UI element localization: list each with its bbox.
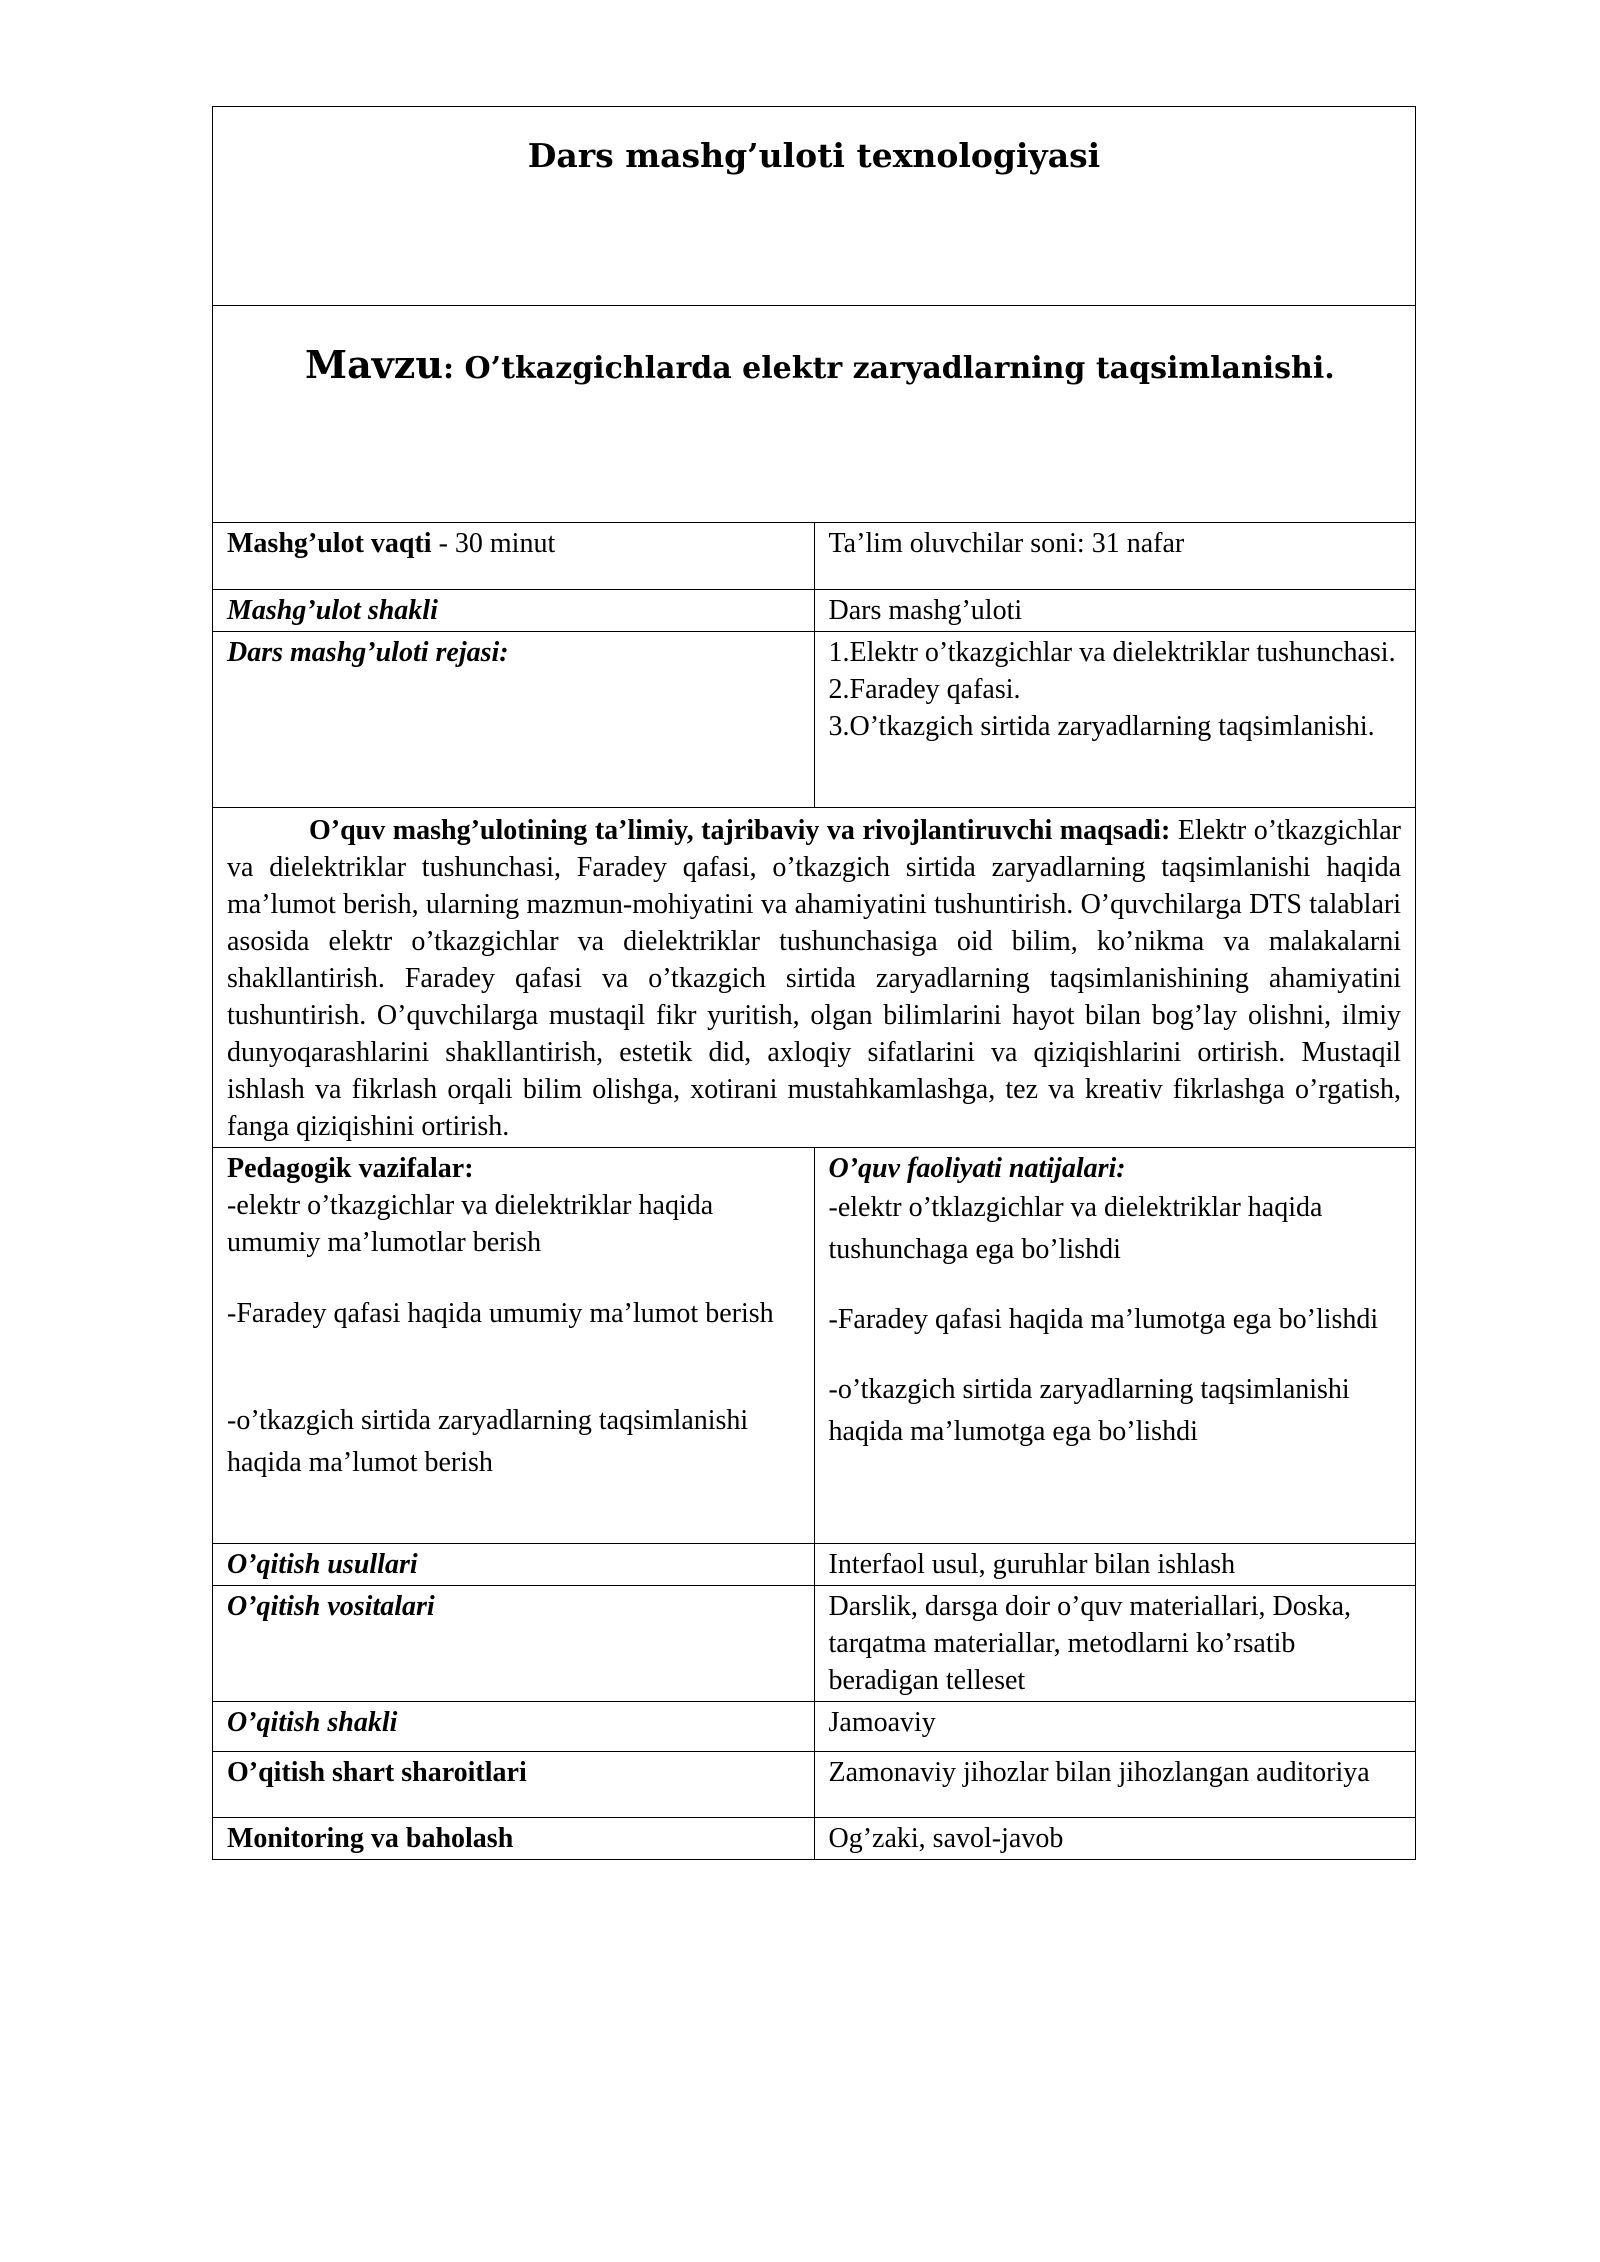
teaching-tools-label-cell <box>213 1586 815 1702</box>
goals-row <box>213 808 1416 1148</box>
lesson-plan-table <box>212 106 1416 1860</box>
lesson-plan-items-cell <box>814 632 1416 808</box>
lesson-form-row <box>213 590 1416 632</box>
teaching-tools-label: O’qitish vositalari <box>227 1591 435 1622</box>
plan-item: 1.Elektr o’tkazgichlar va dielektriklar tushunchasi. <box>828 637 1396 668</box>
teaching-tools-value: Darslik, darsga doir o’quv materiallari, Doska, tarqatma materiallar, metodlarni ko’rsatib beradigan telleset <box>828 1591 1352 1696</box>
lesson-plan-label-cell <box>213 632 815 808</box>
document-title: Dars mashg’uloti texnologiyasi <box>527 136 1101 175</box>
teaching-tools-row <box>213 1586 1416 1702</box>
time-label: Mashg’ulot vaqti <box>227 528 432 559</box>
teaching-tools-value-cell <box>814 1586 1416 1702</box>
teaching-methods-value: Interfaol usul, guruhlar bilan ishlash <box>828 1549 1236 1580</box>
time-value: - 30 minut <box>431 528 556 559</box>
title-cell <box>213 107 1416 306</box>
lesson-form-label-cell <box>213 590 815 632</box>
lesson-plan-document <box>212 106 1416 1860</box>
tasks-outcomes-row <box>213 1148 1416 1544</box>
teaching-form-value: Jamoaviy <box>828 1707 936 1738</box>
teaching-form-value-cell <box>814 1702 1416 1752</box>
teaching-conditions-row <box>213 1752 1416 1818</box>
teaching-conditions-label: O’qitish shart sharoitlari <box>227 1757 527 1788</box>
topic-cell <box>213 306 1416 523</box>
title-row <box>213 107 1416 306</box>
teaching-form-label-cell <box>213 1702 815 1752</box>
time-row <box>213 523 1416 590</box>
plan-item: 2.Faradey qafasi. <box>828 674 1021 705</box>
pedagogical-task-item: -o’tkazgich sirtida zaryadlarning taqsimlanishi haqida ma’lumot berish <box>227 1405 749 1478</box>
learning-outcomes-heading: O’quv faoliyati natijalari: <box>828 1153 1126 1184</box>
lesson-form-label: Mashg’ulot shakli <box>227 595 438 626</box>
lesson-plan-row <box>213 632 1416 808</box>
plan-item: 3.O’tkazgich sirtida zaryadlarning taqsimlanishi. <box>828 711 1375 742</box>
lesson-form-value: Dars mashg’uloti <box>828 595 1023 626</box>
pedagogical-tasks-heading: Pedagogik vazifalar: <box>227 1153 474 1184</box>
monitoring-label: Monitoring va baholash <box>227 1823 514 1854</box>
teaching-conditions-label-cell <box>213 1752 815 1818</box>
teaching-form-label: O’qitish shakli <box>227 1707 398 1738</box>
teaching-form-row <box>213 1702 1416 1752</box>
lesson-plan-label: Dars mashg’uloti rejasi: <box>227 637 509 668</box>
monitoring-value: Og’zaki, savol-javob <box>828 1823 1064 1854</box>
lesson-form-value-cell <box>814 590 1416 632</box>
time-label-cell <box>213 523 815 590</box>
teaching-methods-label: O’qitish usullari <box>227 1549 418 1580</box>
goals-text: Elektr o’tkazgichlar va dielektriklar tushunchasi, Faradey qafasi, o’tkazgich sirtida zaryadlarning taqsimlanishi haqida ma’lumot berish, ularning mazmun-mohiyatini va ahamiyatini tushuntirish. O’quvchilarga DTS talablari asosida elektr o’tkazgichlar va dielektriklar tushunchasiga oid bilim, ko’nikma va malakalarni shakllantirish. Faradey qafasi va o’tkazgich sirtida zaryadlarning taqsimlanishining ahamiyatini tushuntirish. O’quvchilarga mustaqil fikr yuritish, olgan bilimlarini hayot bilan bog’lay olishni, ilmiy dunyoqarashlarini shakllantirish, estetik did, axloqiy sifatlarini va qiziqishlarini ortirish. Mustaqil ishlash va fikrlash orqali bilim olishga, xotirani mustahkamlashga, tez va kreativ fikrlashga o’rgatish, fanga qiziqishini ortirish. <box>227 815 1401 1142</box>
pedagogical-task-item: -Faradey qafasi haqida umumiy ma’lumot berish <box>227 1298 774 1329</box>
students-cell <box>814 523 1416 590</box>
topic-row <box>213 306 1416 523</box>
learning-outcome-item: -Faradey qafasi haqida ma’lumotga ega bo’lishdi <box>828 1304 1379 1335</box>
monitoring-label-cell <box>213 1818 815 1860</box>
teaching-methods-label-cell <box>213 1544 815 1586</box>
pedagogical-task-item: -elektr o’tkazgichlar va dielektriklar haqida umumiy ma’lumotlar berish <box>227 1190 714 1258</box>
learning-outcomes-cell <box>814 1148 1416 1544</box>
learning-outcome-item: -o’tkazgich sirtida zaryadlarning taqsimlanishi haqida ma’lumotga ega bo’lishdi <box>828 1374 1350 1447</box>
monitoring-value-cell <box>814 1818 1416 1860</box>
teaching-methods-row <box>213 1544 1416 1586</box>
teaching-conditions-value-cell <box>814 1752 1416 1818</box>
learning-outcome-item: -elektr o’tklazgichlar va dielektriklar haqida tushunchaga ega bo’lishdi <box>828 1192 1323 1265</box>
topic-label: Mavzu <box>305 342 443 387</box>
students-count: Ta’lim oluvchilar soni: 31 nafar <box>828 528 1185 559</box>
goals-cell <box>213 808 1416 1148</box>
monitoring-row <box>213 1818 1416 1860</box>
pedagogical-tasks-cell <box>213 1148 815 1544</box>
topic-text: : O’tkazgichlarda elektr zaryadlarning taqsimlanishi. <box>442 351 1335 386</box>
teaching-conditions-value: Zamonaviy jihozlar bilan jihozlangan auditoriya <box>828 1757 1370 1788</box>
teaching-methods-value-cell <box>814 1544 1416 1586</box>
goals-heading: O’quv mashg’ulotining ta’limiy, tajribaviy va rivojlantiruvchi maqsadi: <box>309 815 1171 846</box>
